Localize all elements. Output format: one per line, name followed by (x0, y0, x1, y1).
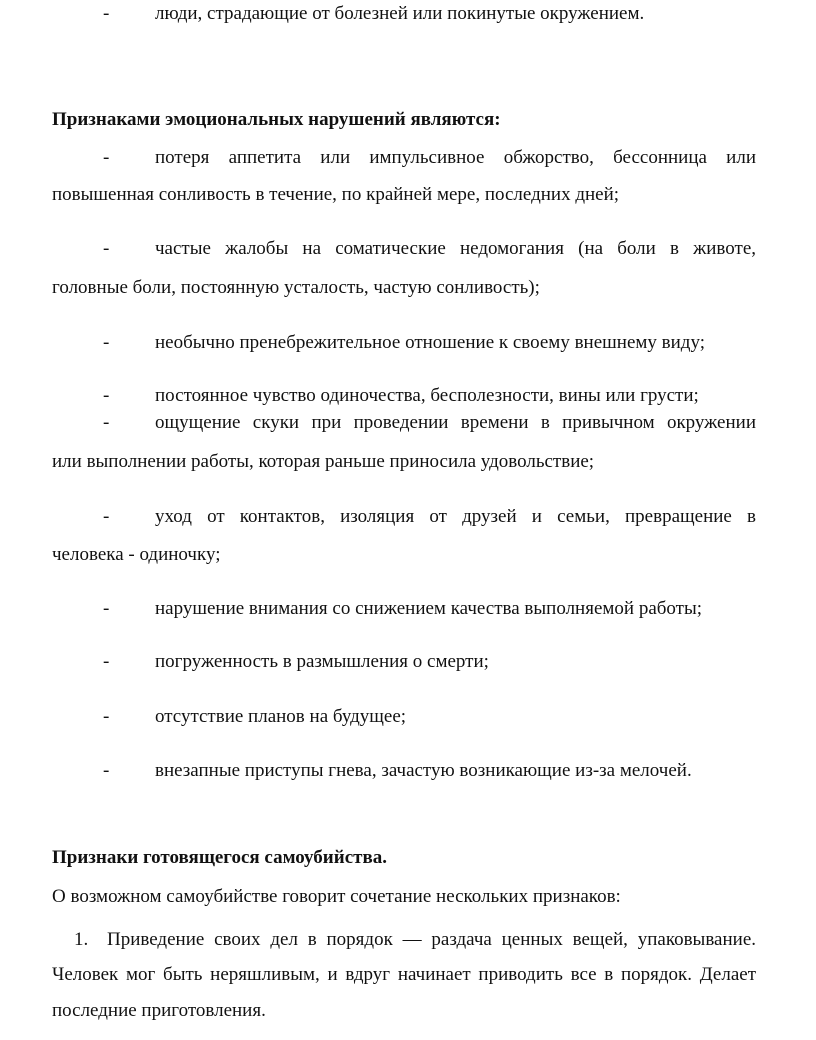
list-item-text: внезапные приступы гнева, зачастую возникающие из-за мелочей. (155, 760, 692, 781)
list-item-continuation: или выполнении работы, которая раньше приносила удовольствие; (52, 451, 595, 472)
section-heading: Признаками эмоциональных нарушений являются: (52, 109, 501, 130)
numbered-item-text: Приведение своих дел в порядок — раздача ценных вещей, упаковывание. (107, 929, 756, 950)
list-dash: - (103, 706, 110, 727)
list-item-text: необычно пренебрежительное отношение к своему внешнему виду; (155, 332, 705, 353)
numbered-item-continuation: последние приготовления. (52, 1000, 266, 1021)
numbered-item-continuation: Человек мог быть неряшливым, и вдруг начинает приводить все в порядок. Делает (52, 964, 756, 985)
list-item-text: уход от контактов, изоляция от друзей и семьи, превращение в (155, 506, 756, 527)
list-item-text: постоянное чувство одиночества, бесполезности, вины или грусти; (155, 385, 699, 406)
list-item-text: частые жалобы на соматические недомогания (на боли в животе, (155, 238, 756, 259)
paragraph: О возможном самоубийстве говорит сочетание нескольких признаков: (52, 886, 621, 907)
list-dash: - (103, 238, 110, 259)
list-dash: - (103, 598, 110, 619)
list-item-continuation: головные боли, постоянную усталость, частую сонливость); (52, 277, 540, 298)
list-dash: - (103, 147, 110, 168)
list-item-text: отсутствие планов на будущее; (155, 706, 407, 727)
numbered-item-number: 1. (74, 929, 89, 950)
list-item-text: нарушение внимания со снижением качества выполняемой работы; (155, 598, 703, 619)
list-item-text: потеря аппетита или импульсивное обжорство, бессонница или (155, 147, 756, 168)
list-dash: - (103, 506, 110, 527)
list-item-text: погруженность в размышления о смерти; (155, 651, 489, 672)
list-dash: - (103, 651, 110, 672)
list-dash: - (103, 3, 110, 24)
list-item-continuation: человека - одиночку; (52, 544, 221, 565)
list-item-continuation: повышенная сонливость в течение, по крайней мере, последних дней; (52, 184, 620, 205)
list-item-text: ощущение скуки при проведении времени в привычном окружении (155, 412, 756, 433)
list-dash: - (103, 332, 110, 353)
section-heading: Признаки готовящегося самоубийства. (52, 847, 387, 868)
list-dash: - (103, 412, 110, 433)
list-item-text: люди, страдающие от болезней или покинутые окружением. (155, 3, 645, 24)
list-dash: - (103, 385, 110, 406)
list-dash: - (103, 760, 110, 781)
